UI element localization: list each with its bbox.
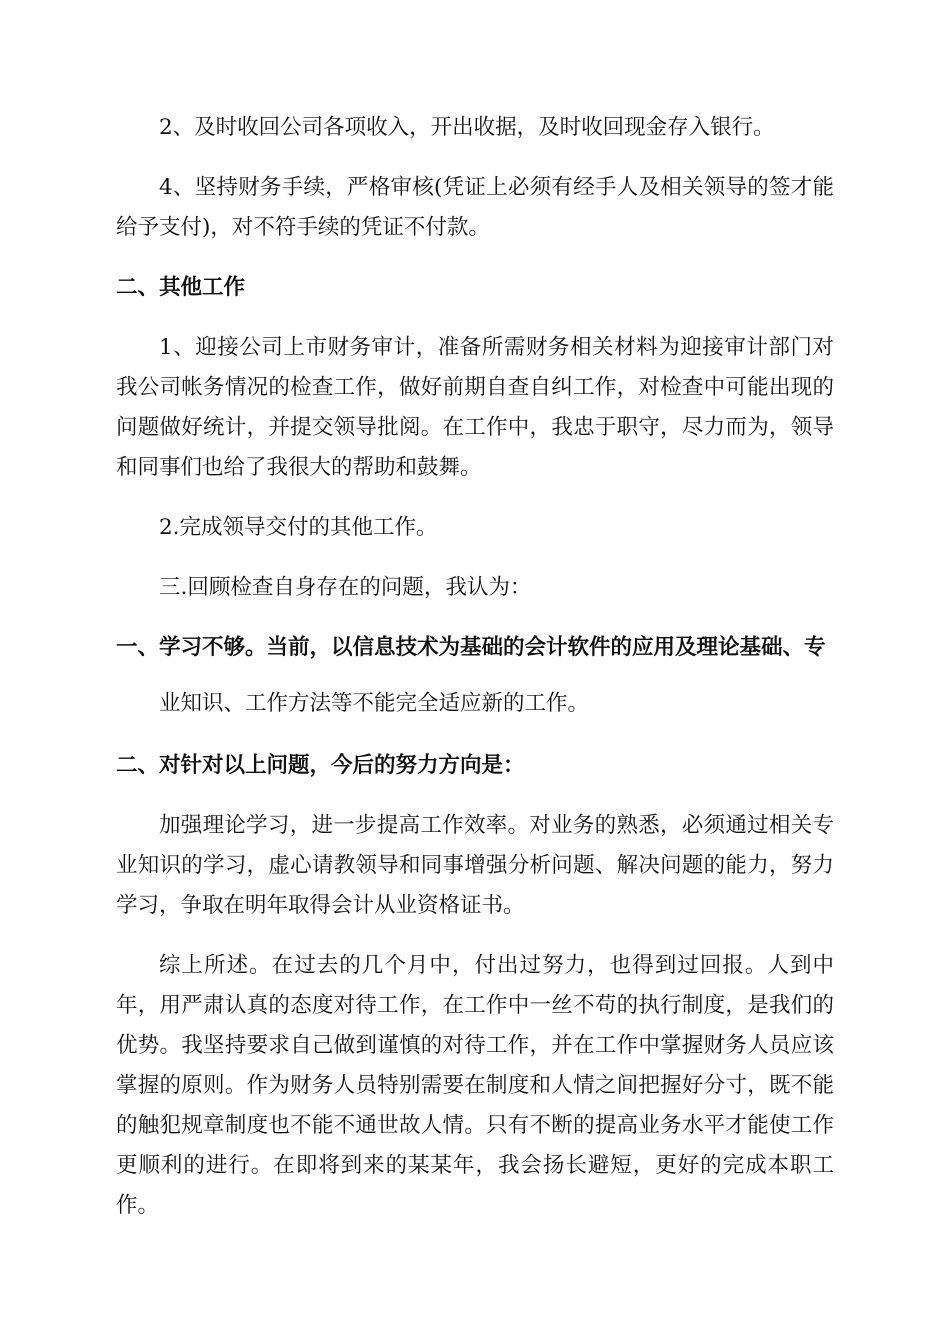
paragraph-other-tasks: 2.完成领导交付的其他工作。 xyxy=(159,515,438,540)
paragraph-strengthen-study: 加强理论学习，进一步提高工作效率。对业务的熟悉，必须通过相关专业知识的学习，虚心请教领导和同事增强分析问题、解决问题的能力，努力学习，争取在明年取得会计从业资格证书。 xyxy=(116,813,834,918)
heading-improvement-direction: 二、对针对以上问题，今后的努力方向是： xyxy=(116,753,525,778)
heading-insufficient-study: 一、学习不够。当前，以信息技术为基础的会计软件的应用及理论基础、专 xyxy=(116,635,826,660)
paragraph-summary: 综上所述。在过去的几个月中，付出过努力，也得到过回报。人到中年，用严肃认真的态度对待工作，在工作中一丝不苟的执行制度，是我们的优势。我坚持要求自己做到谨慎的对待工作，并在工作中掌握财务人员应该掌握的原则。作为财务人员特别需要在制度和人情之间把握好分寸，既不能的触犯规章制度也不能不通世故人情。只有不断的提高业务水平才能使工作更顺利的进行。在即将到来的某某年，我会扬长避短，更好的完成本职工作。 xyxy=(116,953,834,1218)
paragraph-review-problems: 三.回顾检查自身存在的问题，我认为： xyxy=(159,575,532,600)
paragraph-audit-preparation: 1、迎接公司上市财务审计，准备所需财务相关材料为迎接审计部门对我公司帐务情况的检查工作，做好前期自查自纠工作，对检查中可能出现的问题做好统计，并提交领导批阅。在工作中，我忠于职守，尽力而为，领导和同事们也给了我很大的帮助和鼓舞。 xyxy=(116,335,834,480)
heading-other-work: 二、其他工作 xyxy=(116,275,246,300)
document-page xyxy=(116,108,834,1246)
paragraph-knowledge-gap: 业知识、工作方法等不能完全适应新的工作。 xyxy=(159,691,590,716)
paragraph-strict-review: 4、坚持财务手续，严格审核(凭证上必须有经手人及相关领导的签才能给予支付)，对不符手续的凭证不付款。 xyxy=(116,175,834,240)
paragraph-collect-income: 2、及时收回公司各项收入，开出收据，及时收回现金存入银行。 xyxy=(159,115,775,140)
